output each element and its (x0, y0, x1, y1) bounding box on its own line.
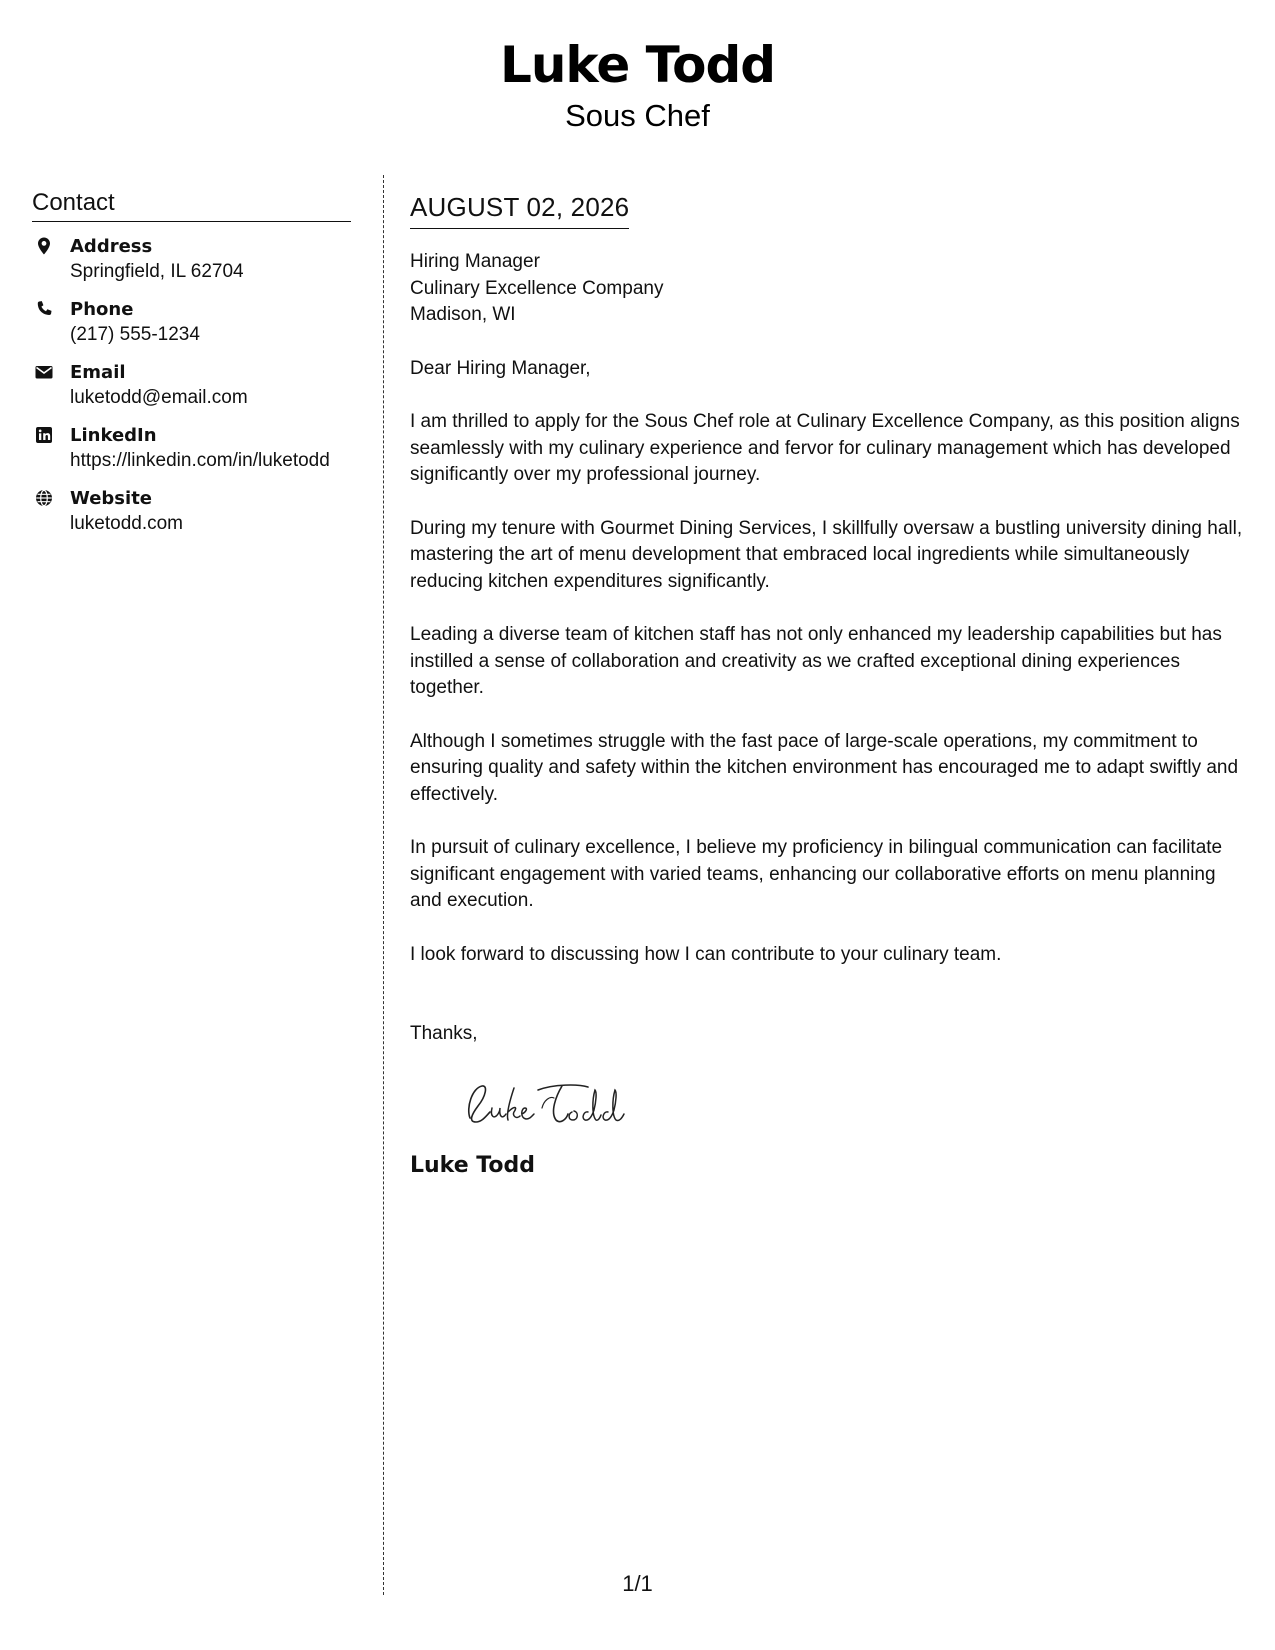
contact-item-address (32, 234, 351, 297)
contact-value: luketodd.com (70, 513, 184, 534)
letter-date: AUGUST 02, 2026 (410, 190, 629, 229)
phone-icon (34, 299, 54, 319)
recipient-line: Madison, WI (410, 304, 516, 325)
body-paragraph: During my tenure with Gourmet Dining Services, I skillfully oversaw a bustling university dining hall, mastering the art of menu development that embraced local ingredients while simultaneously reducing kitchen expenditures significantly. (410, 517, 1243, 592)
contact-item-linkedin (32, 423, 351, 486)
linkedin-icon (34, 425, 54, 445)
envelope-icon (34, 362, 54, 382)
handwritten-signature (458, 1078, 1250, 1138)
contact-item-email (32, 360, 351, 423)
recipient-line: Hiring Manager (410, 251, 540, 272)
contact-item-website (32, 486, 351, 549)
page-number: 1/1 (622, 1571, 653, 1596)
contact-value: (217) 555-1234 (70, 324, 200, 345)
contact-item-phone (32, 297, 351, 360)
contact-label: LinkedIn (70, 425, 157, 446)
map-pin-icon (34, 236, 54, 256)
closing: Thanks, (410, 1023, 478, 1044)
body-paragraph: I look forward to discussing how I can contribute to your culinary team. (410, 943, 1002, 965)
column-divider (383, 175, 384, 1595)
contact-value: https://linkedin.com/in/luketodd (70, 450, 330, 471)
globe-icon (34, 488, 54, 508)
letter-body (410, 190, 1250, 1180)
body-paragraph: In pursuit of culinary excellence, I believe my proficiency in bilingual communication can facilitate significant engagement with varied teams, enhancing our collaborative efforts on menu planning and execution. (410, 837, 1223, 911)
signer-name: Luke Todd (410, 1152, 535, 1178)
recipient-line: Culinary Excellence Company (410, 277, 664, 299)
contact-list (32, 234, 351, 549)
body-paragraph: I am thrilled to apply for the Sous Chef role at Culinary Excellence Company, as this position aligns seamlessly with my culinary experience and fervor for culinary management which has developed significantly over my professional journey. (410, 411, 1240, 485)
body-paragraph: Leading a diverse team of kitchen staff has not only enhanced my leadership capabilities but has instilled a sense of collaboration and creativity as we crafted exceptional dining experiences together. (410, 624, 1222, 698)
contact-sidebar (32, 188, 351, 549)
contact-label: Email (70, 362, 126, 383)
applicant-name: Luke Todd (499, 36, 776, 94)
salutation: Dear Hiring Manager, (410, 357, 591, 379)
contact-label: Website (70, 488, 153, 509)
contact-value: Springfield, IL 62704 (70, 261, 244, 282)
recipient-block (410, 249, 1250, 329)
body-paragraph: Although I sometimes struggle with the fast pace of large-scale operations, my commitment to ensuring quality and safety within the kitchen environment has encouraged me to adapt swiftly and effectively. (410, 730, 1239, 805)
letter-header (0, 34, 1275, 134)
contact-title: Contact (32, 188, 351, 222)
applicant-role: Sous Chef (565, 98, 710, 133)
contact-label: Phone (70, 299, 134, 320)
contact-label: Address (70, 236, 153, 257)
contact-value: luketodd@email.com (70, 387, 248, 408)
